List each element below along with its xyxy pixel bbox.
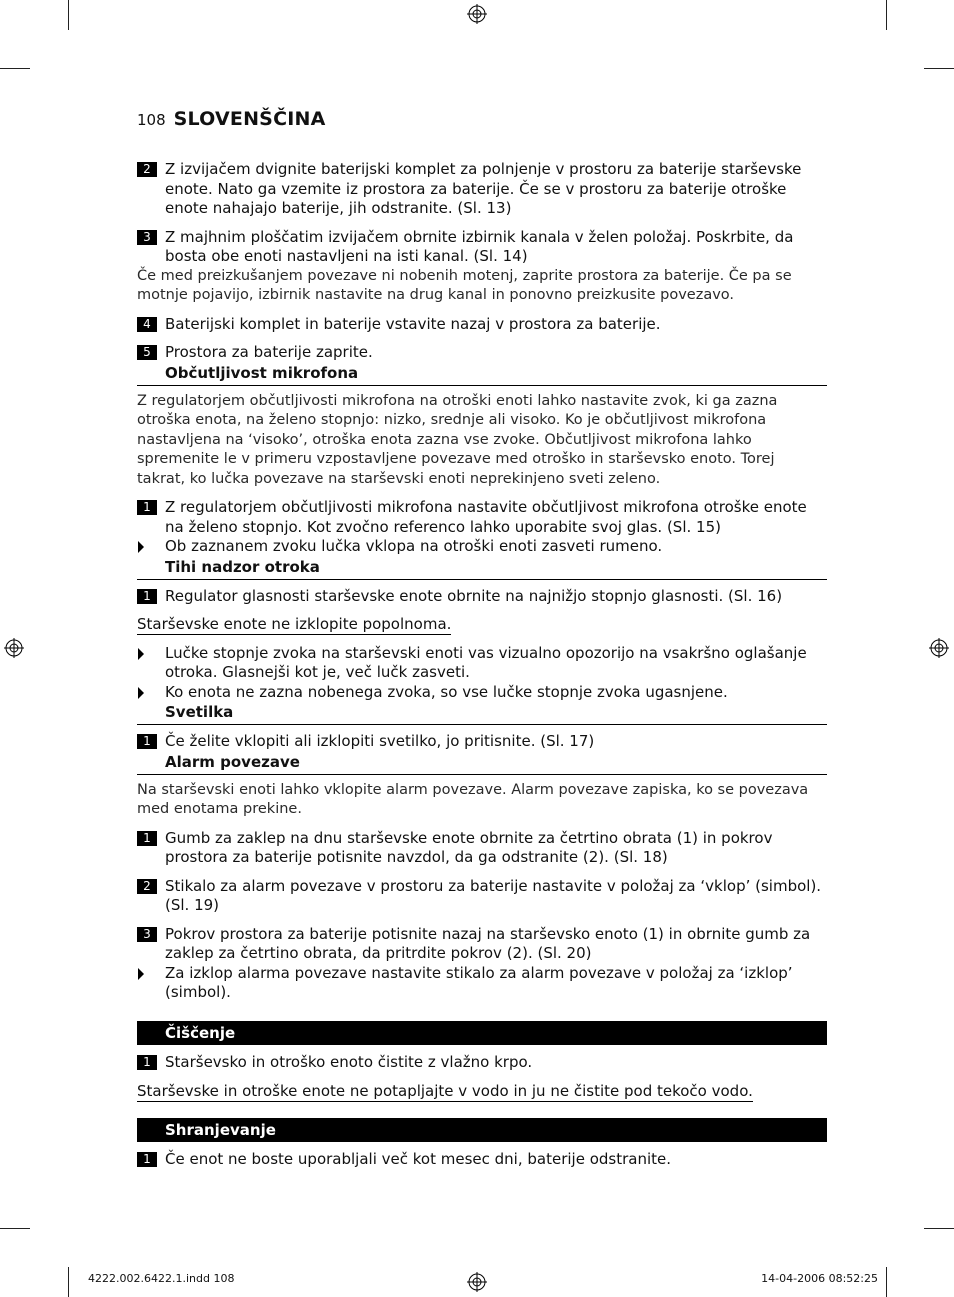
step-item <box>137 315 827 335</box>
section-subheading: Alarm povezave <box>137 753 827 775</box>
step-item <box>137 732 827 752</box>
crop-mark <box>0 68 30 69</box>
step-number: 3 <box>137 230 157 245</box>
bullet-item <box>137 964 827 1003</box>
step-text: Če želite vklopiti ali izklopiti svetilko, jo pritisnite. (Sl. 17) <box>165 732 595 750</box>
step-item <box>137 877 827 916</box>
document-body <box>137 160 827 1169</box>
page-number: 108 <box>137 111 166 129</box>
step-number: 4 <box>137 317 157 332</box>
step-number: 3 <box>137 927 157 942</box>
bullet-icon <box>138 648 144 660</box>
bullet-text: Lučke stopnje zvoka na starševski enoti vas vizualno opozorijo na vsakršno oglašanje otroka. Glasnejši kot je, več lučk zasveti. <box>165 643 807 681</box>
step-text: Z regulatorjem občutljivosti mikrofona nastavite občutljivost mikrofona otroške enote na želeno stopnjo. Kot zvočno referenco lahko uporabite svoj glas. (Sl. 15) <box>165 498 807 536</box>
step-number: 1 <box>137 500 157 515</box>
bullet-item <box>137 644 827 683</box>
registration-mark-icon <box>929 638 949 658</box>
step-number: 1 <box>137 831 157 846</box>
step-text: Če enot ne boste uporabljali več kot mesec dni, baterije odstranite. <box>165 1149 672 1168</box>
language-title: SLOVENŠČINA <box>173 108 326 130</box>
registration-mark-icon <box>467 4 487 24</box>
step-text: Pokrov prostora za baterije potisnite nazaj na starševsko enoto (1) in obrnite gumb za zaklep za četrtino obrata, da pritrdite pokrov (2). (Sl. 20) <box>165 924 811 962</box>
step-item <box>137 343 827 363</box>
bullet-icon <box>138 968 144 980</box>
step-item <box>137 228 827 267</box>
section-heading-bar: Čiščenje <box>137 1021 827 1045</box>
step-text: Gumb za zaklep na dnu starševske enote obrnite za četrtino obrata (1) in pokrov prostora za baterije potisnite navzdol, da ga odstranite (2). (Sl. 18) <box>165 828 773 866</box>
footer-file-info: 4222.002.6422.1.indd 108 <box>88 1272 235 1285</box>
crop-mark <box>68 0 69 30</box>
paragraph: Če med preizkušanjem povezave ni nobenih motenj, zaprite prostora za baterije. Če pa se motnje pojavijo, izbirnik nastavite na drug kanal in ponovno preizkusite povezavo. <box>137 267 792 303</box>
step-item <box>137 160 827 219</box>
registration-mark-icon <box>467 1272 487 1292</box>
step-text: Baterijski komplet in baterije vstavite nazaj v prostora za baterije. <box>165 314 661 333</box>
step-item <box>137 587 827 607</box>
bullet-text: Ob zaznanem zvoku lučka vklopa na otroški enoti zasveti rumeno. <box>165 537 663 555</box>
section-heading-bar: Shranjevanje <box>137 1118 827 1142</box>
crop-mark <box>886 0 887 30</box>
warning-text: Starševske enote ne izklopite popolnoma. <box>137 615 452 633</box>
step-text: Z izvijačem dvignite baterijski komplet za polnjenje v prostoru za baterije starševske enote. Nato ga vzemite iz prostora za baterije. Če se v prostoru za baterije otroške enote nahajajo baterije, jih odstranite. (Sl. 13) <box>165 160 802 217</box>
step-item <box>137 1150 827 1170</box>
crop-mark <box>886 1267 887 1297</box>
step-number: 2 <box>137 162 157 177</box>
section-subheading: Tihi nadzor otroka <box>137 558 827 580</box>
step-text: Regulator glasnosti starševske enote obrnite na najnižjo stopnjo glasnosti. (Sl. 16) <box>165 586 783 605</box>
step-text: Starševsko in otroško enoto čistite z vlažno krpo. <box>165 1052 533 1071</box>
paragraph: Na starševski enoti lahko vklopite alarm povezave. Alarm povezave zapiska, ko se povezava med enotama prekine. <box>137 781 809 817</box>
warning-note <box>137 1082 827 1102</box>
page-header <box>137 108 325 130</box>
section-subheading: Svetilka <box>137 703 827 725</box>
bullet-item <box>137 537 827 557</box>
bullet-text: Za izklop alarma povezave nastavite stikalo za alarm povezave v položaj za ‘izklop’ (simbol). <box>165 963 793 1001</box>
bullet-icon <box>138 541 144 553</box>
paragraph: Z regulatorjem občutljivosti mikrofona na otroški enoti lahko nastavite zvok, ki ga zazna otroška enota, na želeno stopnjo: nizko, srednje ali visoko. Ko je občutljivost mikrofona nastavljena na ‘visoko’, otroška enota zazna vse zvoke. Občutljivost mikrofona lahko spremenite le v primeru vzpostavljene povezave med otroško in starševsko enoto. Torej takrat, ko lučka povezave na starševski enoti neprekinjeno sveti zeleno. <box>137 392 778 487</box>
step-text: Z majhnim ploščatim izvijačem obrnite izbirnik kanala v želen položaj. Poskrbite, da bosta obe enoti nastavljeni na isti kanal. (Sl. 14) <box>165 227 794 265</box>
step-item <box>137 829 827 868</box>
warning-text: Starševske in otroške enote ne potapljajte v vodo in ju ne čistite pod tekočo vodo. <box>137 1082 753 1100</box>
step-number: 2 <box>137 879 157 894</box>
step-number: 1 <box>137 1152 157 1167</box>
footer-datetime: 14-04-2006 08:52:25 <box>761 1272 878 1285</box>
step-number: 1 <box>137 734 157 749</box>
bullet-icon <box>138 687 144 699</box>
crop-mark <box>924 68 954 69</box>
step-text: Stikalo za alarm povezave v prostoru za baterije nastavite v položaj za ‘vklop’ (simbol). (Sl. 19) <box>165 876 822 914</box>
step-item <box>137 498 827 537</box>
bullet-text: Ko enota ne zazna nobenega zvoka, so vse lučke stopnje zvoka ugasnjene. <box>165 682 728 701</box>
step-item <box>137 1053 827 1073</box>
bullet-item <box>137 683 827 703</box>
crop-mark <box>0 1228 30 1229</box>
step-item <box>137 925 827 964</box>
step-number: 1 <box>137 1055 157 1070</box>
crop-mark <box>68 1267 69 1297</box>
warning-note <box>137 615 827 635</box>
step-number: 5 <box>137 345 157 360</box>
section-subheading: Občutljivost mikrofona <box>137 364 827 386</box>
registration-mark-icon <box>4 638 24 658</box>
step-text: Prostora za baterije zaprite. <box>165 343 373 361</box>
step-number: 1 <box>137 589 157 604</box>
crop-mark <box>924 1228 954 1229</box>
